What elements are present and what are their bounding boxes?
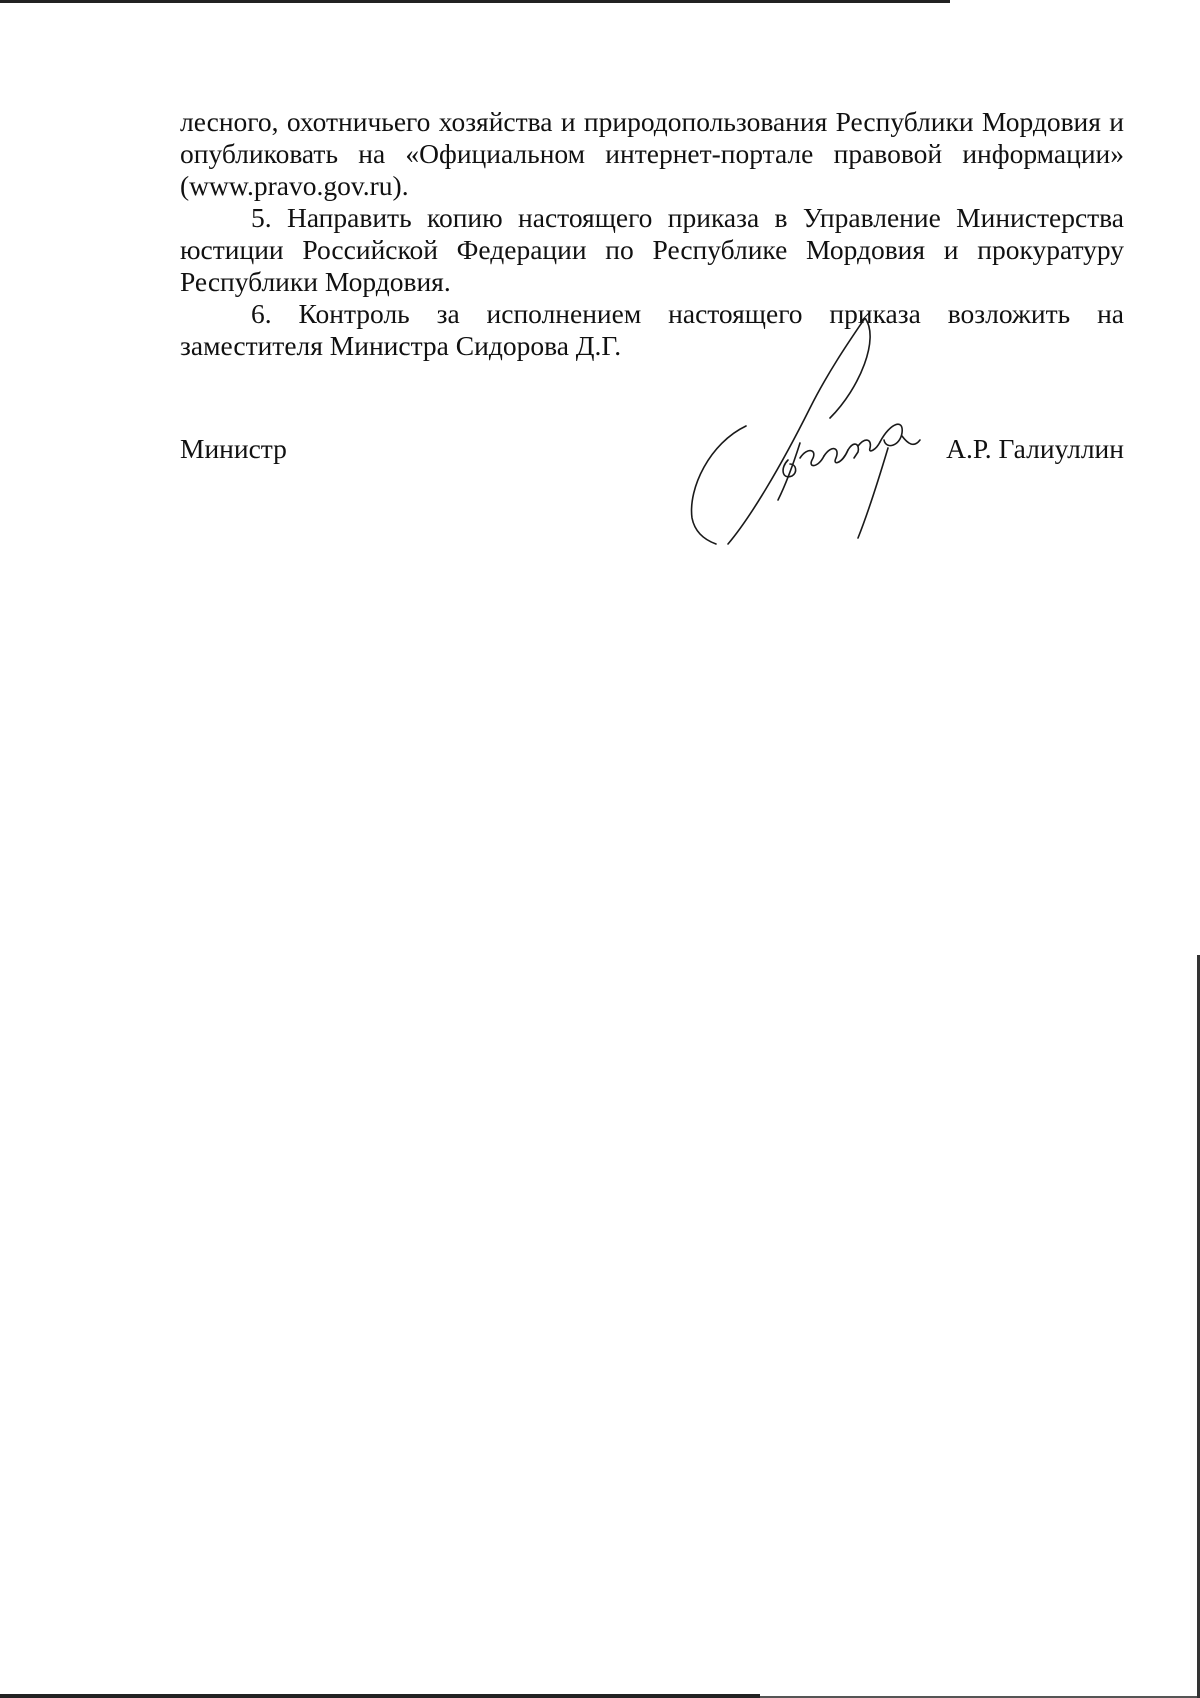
paragraph-item-5: 5. Направить копию настоящего приказа в Управление Министерства юстиции Российской Федерации по Республике Мордовия и прокуратуру Республики Мордовия. bbox=[180, 202, 1124, 297]
paragraph-continuation: лесного, охотничьего хозяйства и природопользования Республики Мордовия и опубликовать на «Официальном интернет-портале правовой информации» (www.pravo.gov.ru). bbox=[180, 106, 1124, 201]
signatory-title: Министр bbox=[180, 433, 287, 464]
document-body bbox=[180, 106, 1124, 362]
scan-edge-top bbox=[0, 0, 950, 3]
scan-edge-bottom bbox=[0, 1694, 760, 1698]
signature-block bbox=[180, 433, 1124, 473]
handwritten-signature bbox=[680, 318, 940, 548]
paragraph-item-6: 6. Контроль за исполнением настоящего приказа возложить на заместителя Министра Сидорова Д.Г. bbox=[180, 298, 1124, 361]
signatory-name: А.Р. Галиуллин bbox=[946, 433, 1124, 464]
